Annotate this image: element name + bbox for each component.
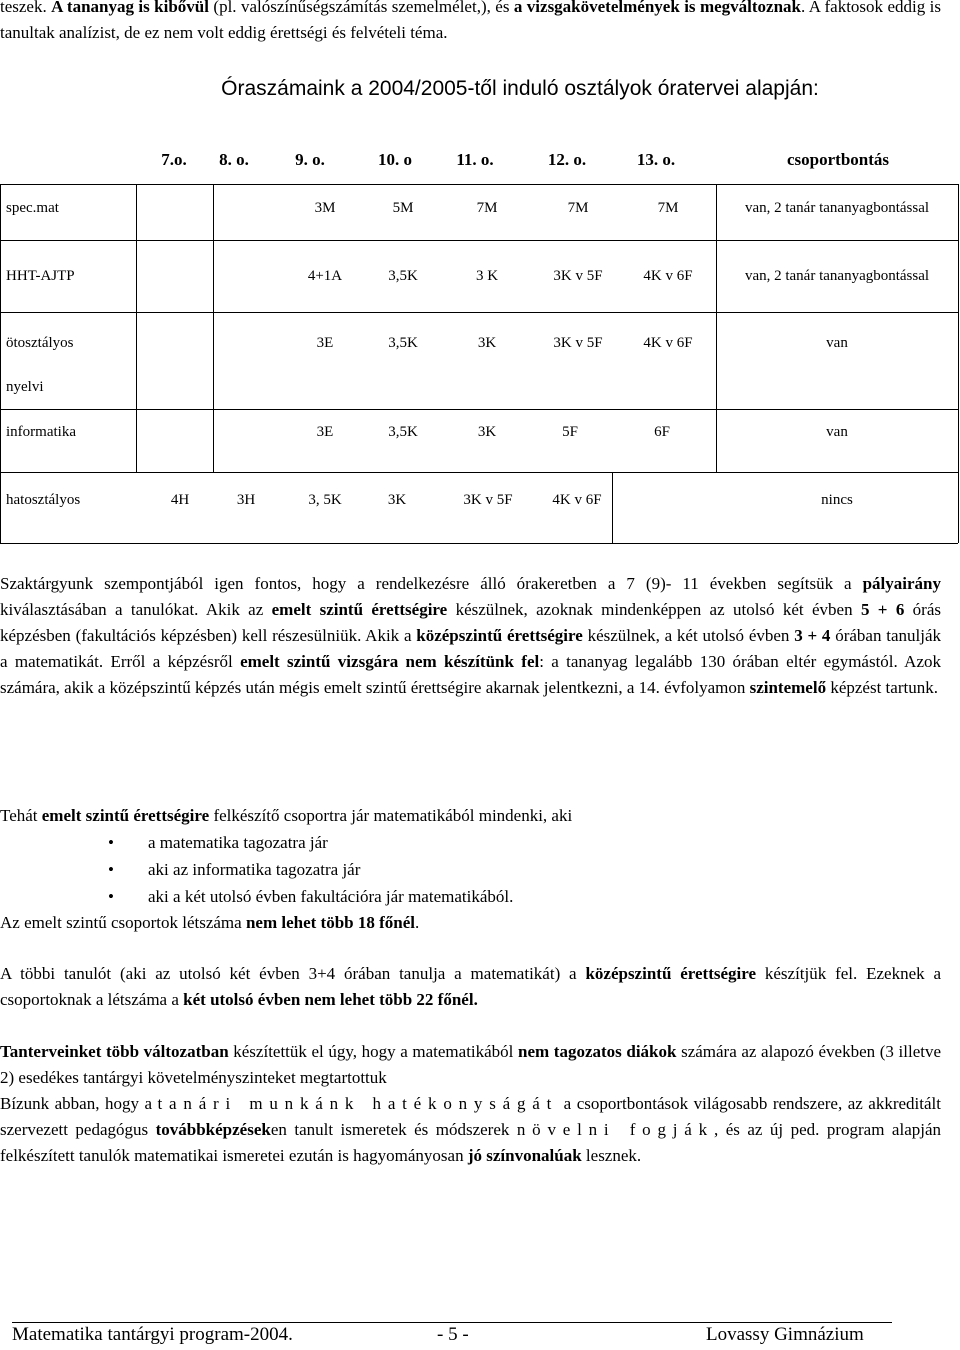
intro-paragraph: teszek. A tananyag is kibővül (pl. valószínűségszámítás szemelmélet,), és a vizsgakövetelmények is megváltoznak. A faktosok eddig is tanultak analízist, de ez nem volt eddig érettségi és felvételi téma.: [0, 0, 941, 42]
table-cell: 3E: [316, 335, 334, 351]
table-cell: 3,5K: [388, 335, 418, 351]
table-border: [612, 472, 613, 543]
paragraph-group-size: Az emelt szintű csoportok létszáma nem lehet több 18 főnél.: [0, 913, 420, 932]
table-cell: 7M: [567, 200, 589, 216]
table-cell: van: [826, 424, 848, 440]
bullet-icon: •: [108, 887, 114, 906]
header-12: 12. o.: [547, 150, 587, 169]
list-item: • aki az informatika tagozatra jár: [148, 857, 360, 883]
footer-right: Lovassy Gimnázium: [706, 1324, 864, 1345]
table-cell: 3M: [314, 200, 336, 216]
paragraph-intermediate: A többi tanulót (aki az utolsó két évben 3+4 órában tanulja a matematikát) a középszintű érettségire készítjük fel. Ezeknek a csoportoknak a létszáma a két utolsó évben nem lehet több 22 főnél.: [0, 964, 941, 1009]
table-border: [0, 184, 1, 543]
table-cell: 7M: [476, 200, 498, 216]
table-cell: van, 2 tanár tananyagbontással: [744, 200, 930, 216]
page-number: - 5 -: [437, 1324, 469, 1345]
table-cell: 5M: [392, 200, 414, 216]
table-cell: 3K: [477, 424, 497, 440]
table-rule: [0, 472, 958, 473]
bullet-icon: •: [108, 833, 114, 852]
table-rule: [0, 184, 958, 185]
table-cell: 4H: [170, 492, 190, 508]
table-cell: 4+1A: [307, 268, 343, 284]
table-cell: 3K v 5F: [463, 492, 513, 508]
header-8: 8. o.: [219, 150, 249, 169]
table-border: [958, 184, 959, 543]
paragraph-advanced-groups: Tehát emelt szintű érettségire felkészítő csoportra jár matematikából mindenki, aki: [0, 806, 573, 825]
table-rule: [0, 312, 958, 313]
section-heading: Óraszámaink a 2004/2005-től induló osztályok óratervei alapján:: [221, 77, 819, 100]
table-cell: 3K v 5F: [553, 335, 603, 351]
row-label: nyelvi: [6, 379, 44, 395]
table-cell: 5F: [562, 424, 578, 440]
table-cell: 6F: [654, 424, 670, 440]
header-9: 9. o.: [295, 150, 325, 169]
table-cell: 3K: [387, 492, 407, 508]
list-item: • aki a két utolsó évben fakultációra jár matematikából.: [148, 884, 513, 910]
table-cell: 3,5K: [388, 268, 418, 284]
table-rule: [0, 543, 958, 544]
header-7: 7.o.: [161, 150, 187, 169]
row-label: informatika: [6, 424, 76, 440]
table-cell: 7M: [657, 200, 679, 216]
row-label: ötosztályos: [6, 335, 74, 351]
table-cell: 4K v 6F: [552, 492, 602, 508]
table-cell: 3 K: [475, 268, 499, 284]
table-rule: [0, 409, 958, 410]
table-cell: nincs: [821, 492, 853, 508]
table-cell: 3K v 5F: [553, 268, 603, 284]
footer-left: Matematika tantárgyi program-2004.: [12, 1324, 293, 1345]
paragraph-career: Szaktárgyunk szempontjából igen fontos, hogy a rendelkezésre álló órakeretben a 7 (9)- 11 években segítsük a pályairány kiválasztásában a tanulókat. Akik az emelt szintű érettségire készülnek, azoknak mindenképpen az utolsó két évben 5 + 6 órás képzésben (fakultációs képzésben) kell részesülniük. Akik a középszintű érettségire készülnek, a két utolsó évben 3 + 4 órában tanulják a matematikát. Erről a képzésről emelt szintű vizsgára nem készítünk fel: a tananyag legalább 130 órában eltér egymástól. Azok számára, akik a középszintű képzés után mégis emelt szintű érettségire akarnak jelentkezni, a 14. évfolyamon szintemelő képzést tartunk.: [0, 574, 942, 697]
table-cell: van, 2 tanár tananyagbontással: [744, 268, 930, 284]
table-cell: 4K v 6F: [643, 335, 693, 351]
table-cell: 3, 5K: [308, 492, 342, 508]
bullet-icon: •: [108, 860, 114, 879]
table-cell: 3K: [477, 335, 497, 351]
table-border: [716, 184, 717, 472]
table-border: [213, 184, 214, 472]
list-item: • a matematika tagozatra jár: [148, 830, 328, 856]
table-cell: 3E: [316, 424, 334, 440]
table-border: [136, 184, 137, 472]
header-10: 10. o: [378, 150, 412, 169]
paragraph-curricula: Tanterveinket több változatban készítettük el úgy, hogy a matematikából nem tagozatos diákok számára az alapozó években (3 illetve 2) esedékes tantárgyi követelményszinteket megtartottuk Bízunk abban, hogy a tanári munkánk hatékonyságát a csoportbontások világosabb rendszere, az akkreditált szervezett pedagógus továbbképzéseken tanult ismeretek és módszerek növelni fogják, és az új ped. program alapján felkészített tanulók matematikai ismeretei ezután is hagyományosan jó színvonalúak lesznek.: [0, 1042, 942, 1165]
row-label: HHT-AJTP: [6, 268, 75, 284]
row-label: spec.mat: [6, 200, 59, 216]
table-cell: 4K v 6F: [643, 268, 693, 284]
header-csoportbontas: csoportbontás: [786, 150, 890, 169]
header-11: 11. o.: [456, 150, 494, 169]
row-label: hatosztályos: [6, 492, 81, 508]
table-cell: 3,5K: [388, 424, 418, 440]
table-cell: van: [826, 335, 848, 351]
header-13: 13. o.: [636, 150, 676, 169]
table-rule: [0, 240, 958, 241]
table-cell: 3H: [236, 492, 256, 508]
